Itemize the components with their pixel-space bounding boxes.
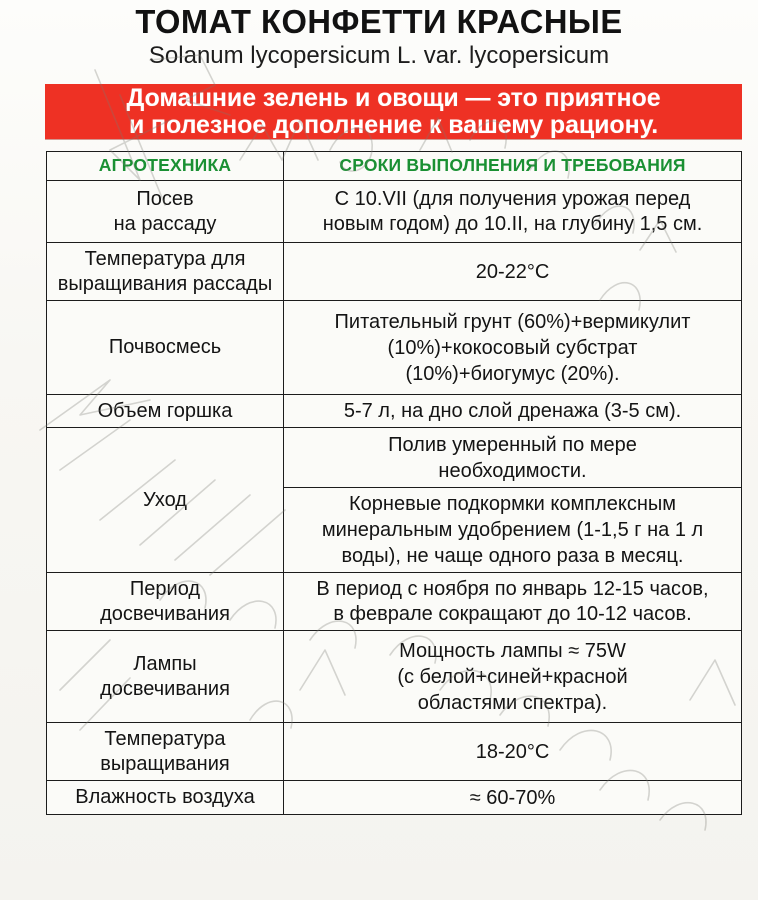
table-row (47, 181, 742, 243)
row-value-seedling-temperature (284, 243, 742, 301)
table-header-row (47, 152, 742, 181)
row-label-line: Почвосмесь (108, 336, 222, 359)
table-row (47, 631, 742, 723)
row-value-line: В период с ноября по январь 12-15 часов, (316, 577, 709, 600)
row-label-line: Посев (136, 187, 194, 210)
promo-banner-line-1: Домашние зелень и овощи — это приятное (126, 83, 661, 112)
row-value-line: Мощность лампы ≈ 75W (399, 639, 626, 662)
row-label-line: Уход (143, 488, 187, 511)
row-value-line: Полив умеренный по мере (388, 433, 637, 456)
row-value-line: Питательный грунт (60%)+вермикулит (334, 310, 691, 333)
row-value-line: (10%)+кокосовый субстрат (387, 336, 638, 359)
row-value-care-fertilizing (284, 488, 742, 573)
row-label-care (47, 428, 284, 573)
row-value-line: новым годом) до 10.II, на глубину 1,5 см. (322, 212, 703, 235)
row-value-lamps (284, 631, 742, 723)
row-label-line: досвечивания (100, 602, 230, 625)
page-title: ТОМАТ КОНФЕТТИ КРАСНЫЕ (135, 3, 623, 40)
row-value-air-humidity (284, 781, 742, 815)
row-value-line: 18-20°С (475, 740, 550, 763)
row-label-pot-volume (47, 395, 284, 428)
row-value-line: воды), не чаще одного раза в месяц. (341, 545, 684, 568)
row-value-line: 5-7 л, на дно слой дренажа (3-5 см). (343, 400, 682, 423)
row-value-pot-volume (284, 395, 742, 428)
row-label-soil-mix (47, 301, 284, 395)
agrotechnics-table (46, 151, 742, 815)
row-label-seedling-temperature (47, 243, 284, 301)
row-label-air-humidity (47, 781, 284, 815)
row-label-line: выращивания рассады (57, 272, 273, 295)
row-label-lamps (47, 631, 284, 723)
row-value-lighting-period (284, 573, 742, 631)
row-value-line: (10%)+биогумус (20%). (405, 362, 620, 385)
promo-banner-line-2: и полезное дополнение к вашему рациону. (128, 110, 659, 139)
row-value-sowing (284, 181, 742, 243)
row-value-line: 20-22°С (475, 260, 550, 283)
table-row (47, 723, 742, 781)
column-header-agrotechnics: АГРОТЕХНИКА (47, 152, 284, 181)
row-label-line: Влажность воздуха (75, 786, 255, 809)
row-value-line: Корневые подкормки комплексным (349, 493, 676, 516)
row-value-line: минеральным удобрением (1-1,5 г на 1 л (321, 519, 704, 542)
table-row (47, 395, 742, 428)
row-value-growing-temperature (284, 723, 742, 781)
row-value-line: ≈ 60-70% (469, 786, 556, 809)
row-label-sowing (47, 181, 284, 243)
packet-header (0, 0, 758, 69)
column-header-timing-requirements: СРОКИ ВЫПОЛНЕНИЯ И ТРЕБОВАНИЯ (284, 152, 742, 181)
promo-banner (45, 84, 742, 139)
row-label-line: Период (129, 577, 201, 600)
row-label-line: Температура для (84, 247, 246, 270)
row-value-line: областями спектра). (417, 691, 608, 714)
row-value-care-watering (284, 428, 742, 488)
row-label-lighting-period (47, 573, 284, 631)
row-value-line: в феврале сокращают до 10-12 часов. (333, 602, 692, 625)
row-value-line: (с белой+синей+красной (397, 665, 628, 688)
latin-name: Solanum lycopersicum L. var. lycopersicum (148, 41, 610, 69)
row-label-line: на рассаду (113, 212, 217, 235)
table-row (47, 243, 742, 301)
row-label-growing-temperature (47, 723, 284, 781)
row-label-line: Лампы (133, 652, 197, 675)
row-value-line: С 10.VII (для получения урожая перед (334, 187, 691, 210)
row-value-line: необходимости. (438, 459, 587, 482)
table-row (47, 428, 742, 488)
table-row (47, 301, 742, 395)
row-value-soil-mix (284, 301, 742, 395)
row-label-line: досвечивания (100, 677, 230, 700)
row-label-line: Объем горшка (97, 399, 233, 422)
table-row (47, 781, 742, 815)
row-label-line: Температура (104, 727, 226, 750)
row-label-line: выращивания (100, 752, 230, 775)
table-row (47, 573, 742, 631)
